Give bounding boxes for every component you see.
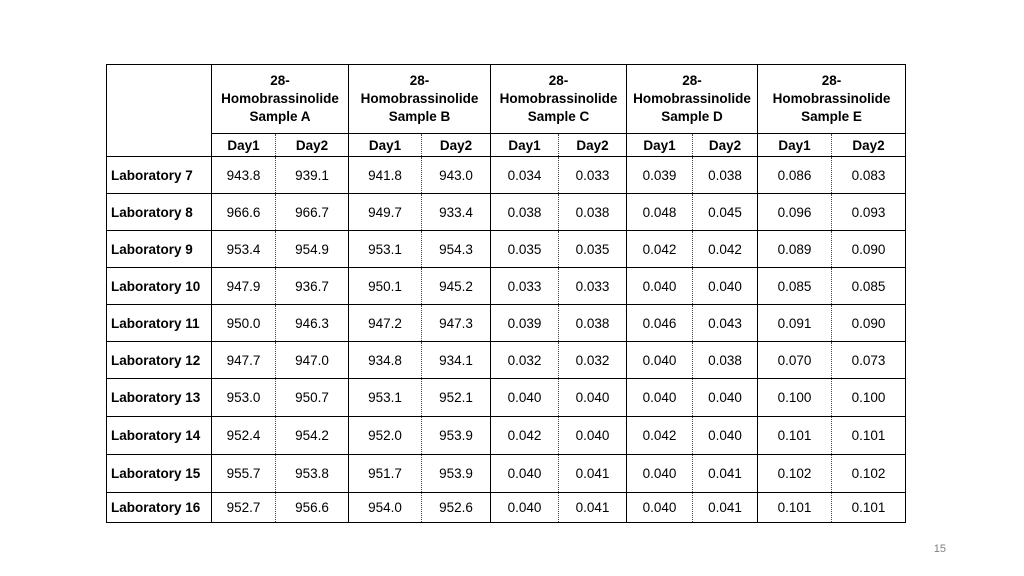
value-cell: 0.100 [832,379,906,417]
value-cell: 952.0 [349,417,422,455]
day-header: Day1 [212,134,276,157]
sample-header-line: Sample B [388,109,451,124]
page-number: 15 [933,543,946,555]
value-cell: 954.0 [349,493,422,523]
corner-cell [107,65,212,157]
value-cell: 946.3 [276,305,349,342]
value-cell: 954.9 [276,231,349,268]
day-header: Day2 [422,134,491,157]
value-cell: 934.8 [349,342,422,379]
table-row [107,379,906,417]
value-cell: 0.039 [491,305,559,342]
value-cell: 0.040 [491,493,559,523]
value-cell: 0.034 [491,157,559,194]
value-cell: 953.9 [422,455,491,493]
sample-a-header [212,65,349,134]
value-cell: 941.8 [349,157,422,194]
value-cell: 0.070 [758,342,832,379]
value-cell: 933.4 [422,194,491,231]
value-cell: 0.041 [693,455,758,493]
sample-header-line: Homobrassinolide [221,91,339,106]
laboratory-label: Laboratory 10 [107,268,212,305]
value-cell: 0.085 [832,268,906,305]
value-cell: 0.102 [832,455,906,493]
table-row [107,455,906,493]
value-cell: 0.042 [693,231,758,268]
table-row [107,493,906,523]
sample-header-line: Homobrassinolide [360,91,479,106]
day-header: Day2 [276,134,349,157]
sample-c-header [491,65,627,134]
value-cell: 0.040 [627,342,693,379]
value-cell: 0.086 [758,157,832,194]
value-cell: 0.100 [758,379,832,417]
sample-header-line: 28- [682,73,702,88]
value-cell: 0.101 [758,417,832,455]
value-cell: 0.045 [693,194,758,231]
day-header: Day2 [559,134,627,157]
laboratory-label: Laboratory 9 [107,231,212,268]
value-cell: 0.085 [758,268,832,305]
value-cell: 950.1 [349,268,422,305]
table-row [107,157,906,194]
value-cell: 950.0 [212,305,276,342]
value-cell: 0.035 [491,231,559,268]
sample-header-line: 28- [821,73,842,88]
value-cell: 0.091 [758,305,832,342]
value-cell: 952.7 [212,493,276,523]
value-cell: 0.040 [693,417,758,455]
value-cell: 934.1 [422,342,491,379]
value-cell: 0.040 [491,455,559,493]
value-cell: 0.046 [627,305,693,342]
table-row [107,417,906,455]
value-cell: 0.040 [627,493,693,523]
table-row [107,305,906,342]
value-cell: 953.8 [276,455,349,493]
table-row [107,342,906,379]
value-cell: 950.7 [276,379,349,417]
results-table [106,64,906,523]
value-cell: 0.043 [693,305,758,342]
sample-header-line: Sample D [661,109,723,124]
value-cell: 0.101 [832,493,906,523]
laboratory-label: Laboratory 8 [107,194,212,231]
value-cell: 0.096 [758,194,832,231]
value-cell: 966.7 [276,194,349,231]
value-cell: 951.7 [349,455,422,493]
value-cell: 953.1 [349,231,422,268]
value-cell: 0.033 [491,268,559,305]
laboratory-label: Laboratory 15 [107,455,212,493]
value-cell: 0.042 [627,231,693,268]
value-cell: 0.039 [627,157,693,194]
value-cell: 0.033 [559,268,627,305]
sample-b-header [349,65,491,134]
sample-header-line: Homobrassinolide [633,91,751,106]
value-cell: 956.6 [276,493,349,523]
day-header: Day1 [491,134,559,157]
sample-d-header [627,65,758,134]
value-cell: 0.048 [627,194,693,231]
value-cell: 0.040 [559,379,627,417]
sample-e-header [758,65,906,134]
value-cell: 953.9 [422,417,491,455]
value-cell: 939.1 [276,157,349,194]
value-cell: 0.042 [491,417,559,455]
value-cell: 943.0 [422,157,491,194]
sample-header-line: 28- [270,73,290,88]
day-header: Day2 [832,134,906,157]
sample-header-line: 28- [548,73,569,88]
laboratory-label: Laboratory 16 [107,493,212,523]
laboratory-label: Laboratory 7 [107,157,212,194]
day-header: Day1 [349,134,422,157]
value-cell: 947.3 [422,305,491,342]
value-cell: 954.2 [276,417,349,455]
value-cell: 0.038 [693,157,758,194]
value-cell: 0.093 [832,194,906,231]
value-cell: 0.090 [832,231,906,268]
value-cell: 0.038 [491,194,559,231]
value-cell: 0.038 [693,342,758,379]
value-cell: 953.4 [212,231,276,268]
laboratory-label: Laboratory 12 [107,342,212,379]
value-cell: 0.032 [491,342,559,379]
day-header: Day1 [758,134,832,157]
value-cell: 0.040 [627,379,693,417]
value-cell: 0.038 [559,305,627,342]
value-cell: 936.7 [276,268,349,305]
value-cell: 0.042 [627,417,693,455]
value-cell: 955.7 [212,455,276,493]
value-cell: 952.6 [422,493,491,523]
sample-header-line: Sample E [801,109,862,124]
value-cell: 945.2 [422,268,491,305]
value-cell: 0.090 [832,305,906,342]
day-header-row [107,134,906,157]
value-cell: 0.089 [758,231,832,268]
value-cell: 0.032 [559,342,627,379]
value-cell: 0.041 [693,493,758,523]
value-cell: 0.040 [559,417,627,455]
value-cell: 954.3 [422,231,491,268]
value-cell: 0.083 [832,157,906,194]
table-row [107,268,906,305]
table-row [107,194,906,231]
value-cell: 952.4 [212,417,276,455]
value-cell: 0.040 [491,379,559,417]
sample-header-line: 28- [409,73,430,88]
value-cell: 0.040 [627,455,693,493]
value-cell: 0.073 [832,342,906,379]
value-cell: 0.038 [559,194,627,231]
value-cell: 949.7 [349,194,422,231]
table-row [107,231,906,268]
value-cell: 947.7 [212,342,276,379]
value-cell: 953.0 [212,379,276,417]
value-cell: 953.1 [349,379,422,417]
value-cell: 966.6 [212,194,276,231]
value-cell: 0.040 [693,379,758,417]
value-cell: 0.041 [559,455,627,493]
sample-header-line: Homobrassinolide [499,91,618,106]
value-cell: 0.102 [758,455,832,493]
day-header: Day2 [693,134,758,157]
value-cell: 0.040 [693,268,758,305]
sample-header-line: Sample A [249,109,311,124]
laboratory-label: Laboratory 14 [107,417,212,455]
value-cell: 947.2 [349,305,422,342]
day-header: Day1 [627,134,693,157]
value-cell: 0.101 [832,417,906,455]
sample-header-line: Sample C [527,109,590,124]
value-cell: 943.8 [212,157,276,194]
value-cell: 952.1 [422,379,491,417]
value-cell: 0.041 [559,493,627,523]
sample-header-line: Homobrassinolide [772,91,891,106]
value-cell: 947.0 [276,342,349,379]
table-body [107,157,906,523]
value-cell: 0.040 [627,268,693,305]
value-cell: 0.035 [559,231,627,268]
value-cell: 947.9 [212,268,276,305]
laboratory-label: Laboratory 13 [107,379,212,417]
laboratory-label: Laboratory 11 [107,305,212,342]
value-cell: 0.101 [758,493,832,523]
value-cell: 0.033 [559,157,627,194]
sample-header-row [107,65,906,134]
